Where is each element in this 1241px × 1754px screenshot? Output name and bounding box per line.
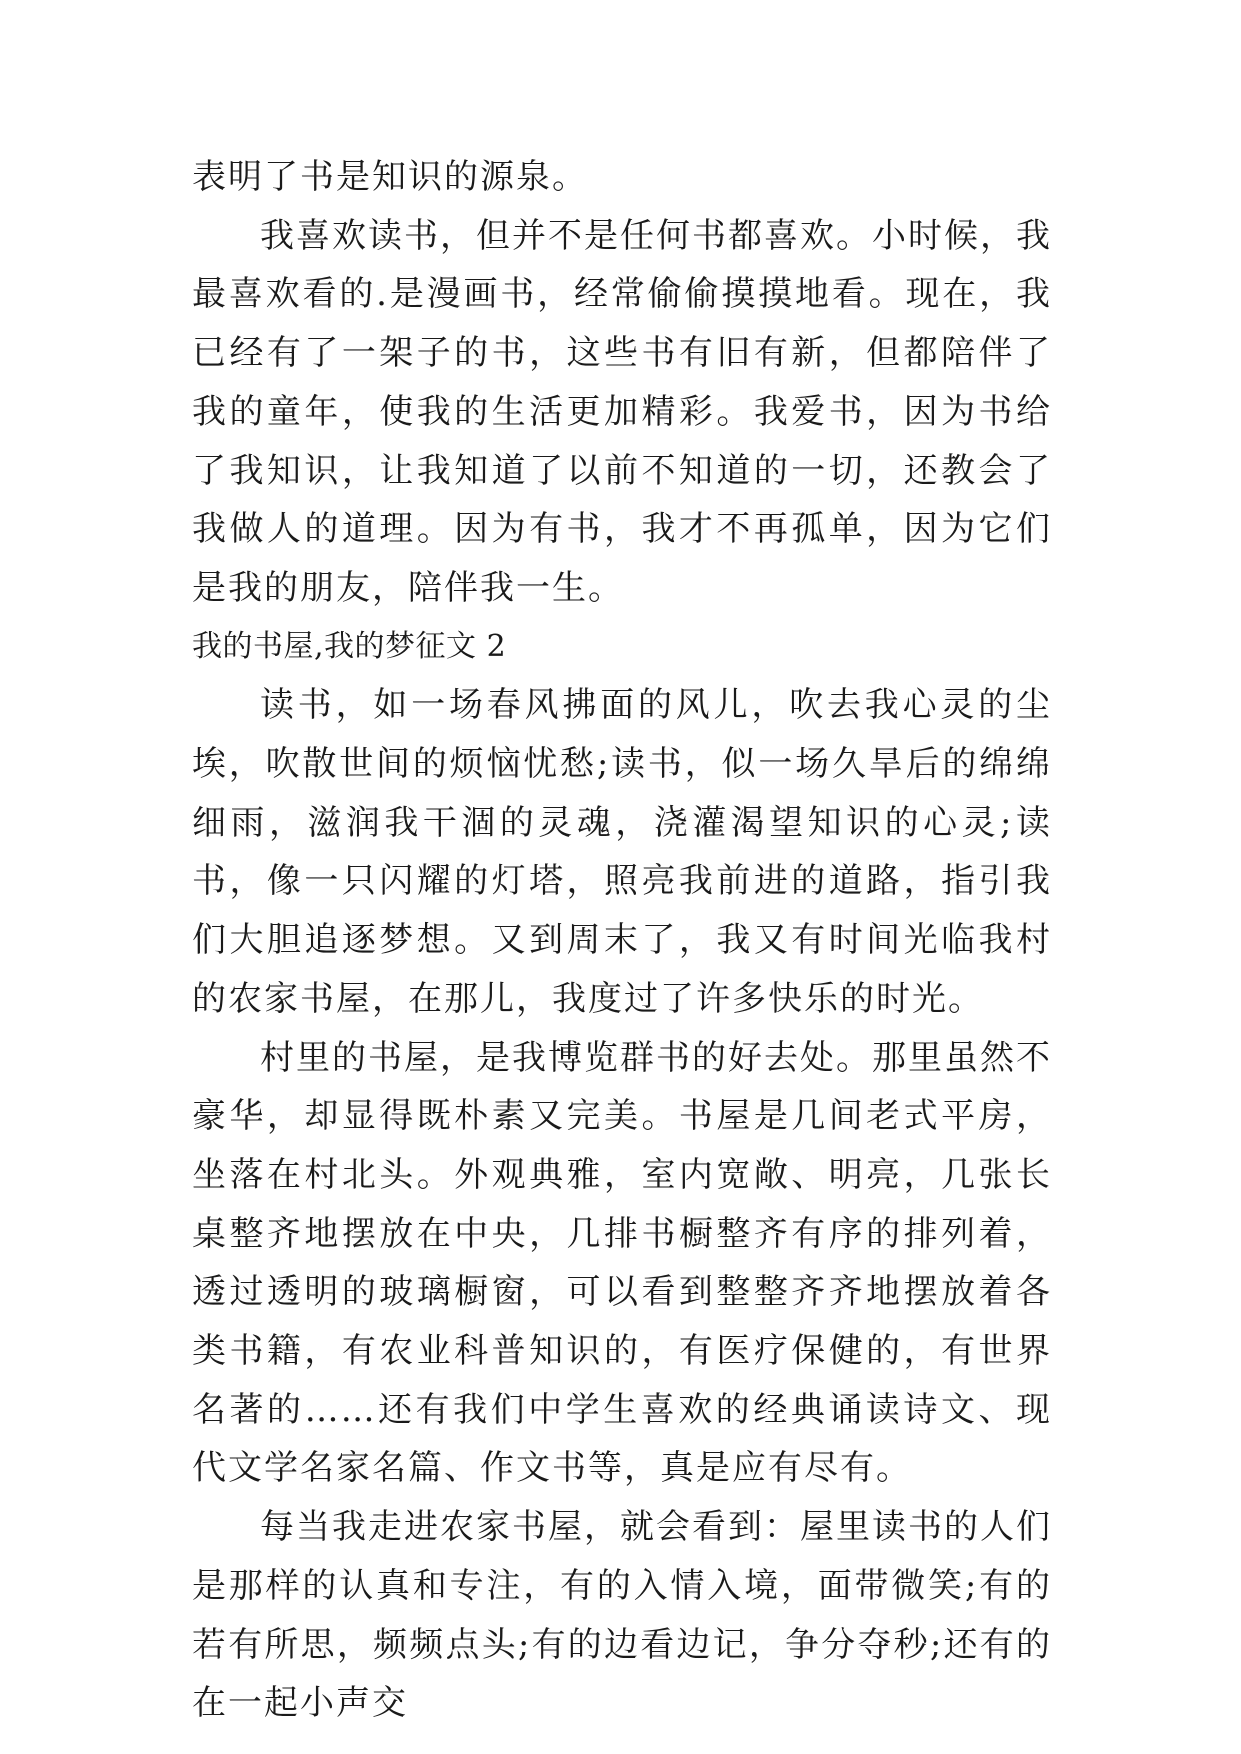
paragraph-reading-love: 我喜欢读书，但并不是任何书都喜欢。小时候，我最喜欢看的.是漫画书，经常偷偷摸摸地看。现在，我已经有了一架子的书，这些书有旧有新，但都陪伴了我的童年，使我的生活更加精彩。我爱书，因为书给了我知识，让我知道了以前不知道的一切，还教会了我做人的道理。因为有书，我才不再孤单，因为它们是我的朋友，陪伴我一生。 (192, 215, 1052, 608)
paragraph-village-bookhouse: 村里的书屋，是我博览群书的好去处。那里虽然不豪华，却显得既朴素又完美。书屋是几间老式平房，坐落在村北头。外观典雅，室内宽敞、明亮，几张长桌整齐地摆放在中央，几排书橱整齐有序的排列着，透过透明的玻璃橱窗，可以看到整整齐齐地摆放着各类书籍，有农业科普知识的，有医疗保健的，有世界名著的……还有我们中学生喜欢的经典诵读诗文、现代文学名家名篇、作文书等，真是应有尽有。 (192, 1037, 1052, 1489)
paragraph-readers: 每当我走进农家书屋，就会看到：屋里读书的人们是那样的认真和专注，有的入情入境，面带微笑;有的若有所思，频频点头;有的边看边记，争分夺秒;还有的在一起小声交 (192, 1507, 1052, 1724)
paragraph-reading-metaphor: 读书，如一场春风拂面的风儿，吹去我心灵的尘埃，吹散世间的烦恼忧愁;读书，似一场久旱后的绵绵细雨，滋润我干涸的灵魂，浇灌渴望知识的心灵;读书，像一只闪耀的灯塔，照亮我前进的道路，指引我们大胆追逐梦想。又到周末了，我又有时间光临我村的农家书屋，在那儿，我度过了许多快乐的时光。 (192, 685, 1052, 1019)
document-body (192, 148, 1052, 1733)
paragraph-continuation: 表明了书是知识的源泉。 (192, 157, 588, 197)
section-heading: 我的书屋,我的梦征文 2 (192, 628, 507, 664)
